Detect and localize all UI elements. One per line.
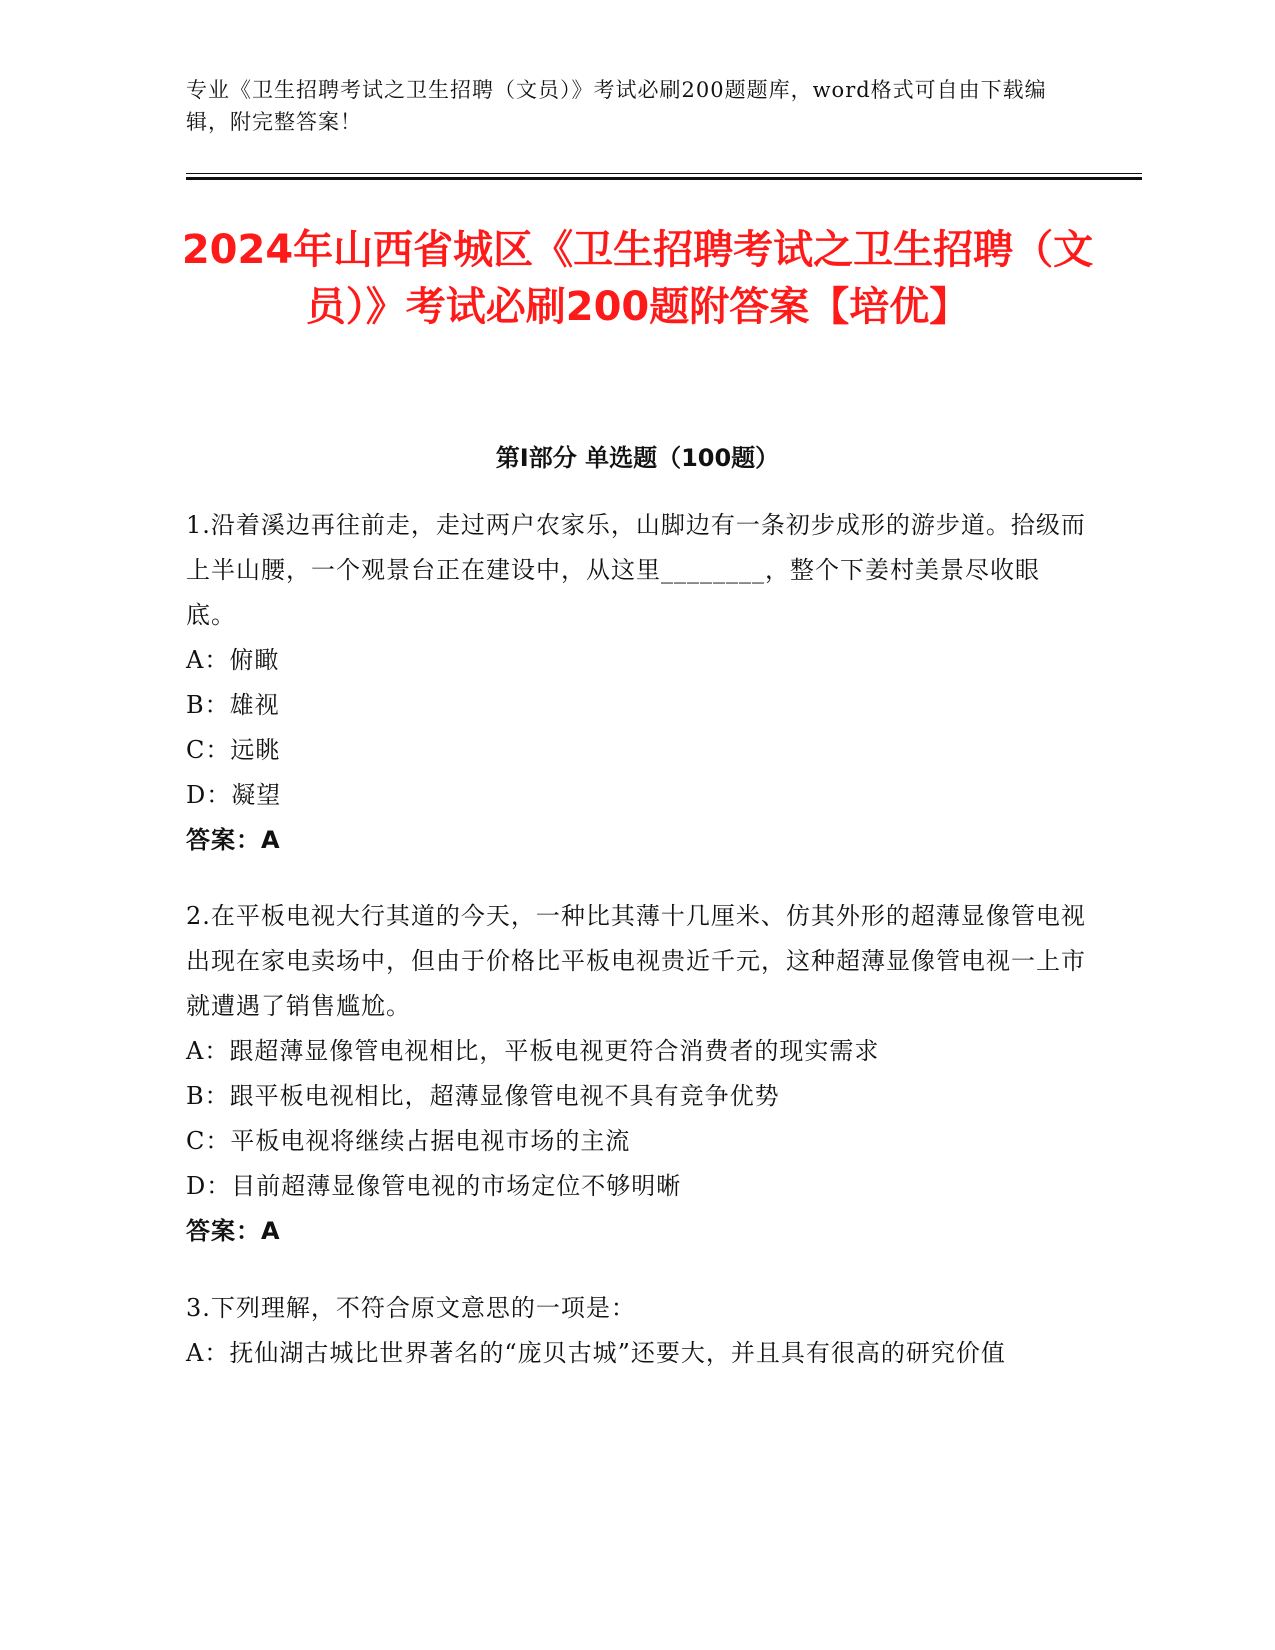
header-note: 专业《卫生招聘考试之卫生招聘（文员）》考试必刷200题题库，word格式可自由下载编辑，附完整答案！ [186,78,1047,134]
document-title: 2024年山西省城区《卫生招聘考试之卫生招聘（文员）》考试必刷200题附答案【培优】 [181,227,1094,330]
question-stem: 3.下列理解，不符合原文意思的一项是： [186,1294,636,1322]
option-b: B：跟平板电视相比，超薄显像管电视不具有竞争优势 [186,1082,780,1110]
question-stem: 1.沿着溪边再往前走，走过两户农家乐，山脚边有一条初步成形的游步道。拾级而上半山腰，一个观景台正在建设中，从这里________，整个下姜村美景尽收眼底。 [186,511,1086,629]
option-d: D：凝望 [186,781,282,809]
option-c: C：平板电视将继续占据电视市场的主流 [186,1127,631,1155]
option-c: C：远眺 [186,736,281,764]
option-b: B：雄视 [186,691,280,719]
header-divider-thin [186,173,1142,174]
answer: 答案：A [186,1217,281,1245]
option-a: A：抚仙湖古城比世界著名的“庞贝古城”还要大，并且具有很高的研究价值 [186,1339,1006,1367]
answer: 答案：A [186,826,281,854]
header-divider-thick [186,177,1142,180]
option-a: A：俯瞰 [186,646,280,674]
section-heading: 第I部分 单选题（100题） [495,444,780,472]
option-a: A：跟超薄显像管电视相比，平板电视更符合消费者的现实需求 [186,1037,880,1065]
question-stem: 2.在平板电视大行其道的今天，一种比其薄十几厘米、仿其外形的超薄显像管电视出现在家电卖场中，但由于价格比平板电视贵近千元，这种超薄显像管电视一上市就遭遇了销售尴尬。 [186,902,1086,1020]
question-1 [186,503,1086,863]
question-2 [186,894,1086,1254]
option-d: D：目前超薄显像管电视的市场定位不够明晰 [186,1172,682,1200]
question-3 [186,1286,1086,1376]
